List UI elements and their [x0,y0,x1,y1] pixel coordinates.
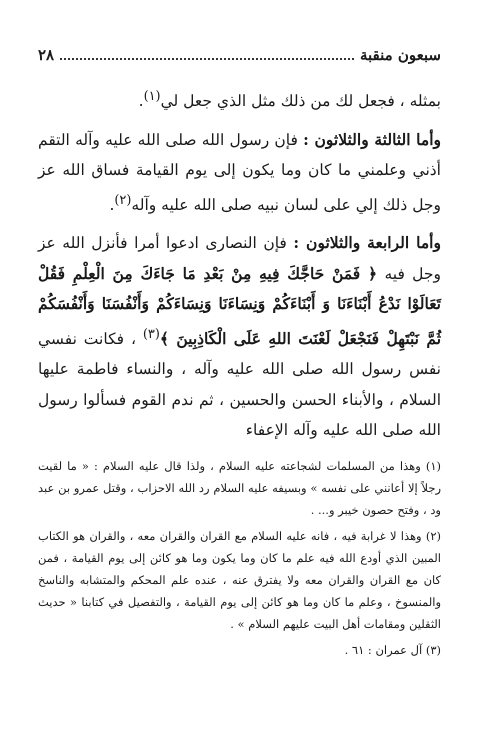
footnotes [38,455,441,665]
paragraph-34-heading: وأما الرابعة والثلاثون : [293,233,441,253]
footnote-ref-3: (٣) [142,326,160,342]
paragraph-1 [38,82,441,117]
page-number: ٢٨ [38,46,55,64]
main-text [38,82,441,454]
footnote-3: (٣) آل عمران : ٦١ . [344,643,441,657]
footnote-1: (١) وهذا من المسلمات لشجاعته عليه السلام ، ولذا قال عليه السلام : « ما لقيت رجلاً إلا أعانني على نفسه » وبسيفه عليه السلام رد الله الاحزاب ، وقتل عمرو بن عبد ود ، وفتح حصون خيبر و... . [38,459,441,517]
paragraph-33-text: فإن رسول الله صلى الله عليه وآله التقم أذني وعلمني ما كان وما يكون إلى يوم القيامة فساق الله عز وجل ذلك إلي على لسان نبيه صلى الله عليه وآله [38,130,441,214]
page-header [38,44,441,66]
running-title: سبعون منقبة [359,46,441,64]
paragraph-1-text: بمثله ، فجعل لك من ذلك مثل الذي جعل لي [160,92,441,111]
quran-verse: ﴿ فَمَنْ حَاجَّكَ فِيهِ مِنْ بَعْدِ مَا جَاءَكَ مِنَ الْعِلْمِ فَقُلْ تَعَالَوْا نَدْعُ أَبْنَاءَنَا وَ أَبْنَاءَكُمْ وَنِسَاءَنَا وَنِسَاءَكُمْ وَأَنْفُسَنَا وَأَنْفُسَكُمْ ثُمَّ نَبْتَهِلْ فَنَجْعَلْ لَعْنَتَ اللهِ عَلَى الْكَاذِبِينَ ﴾ [38,263,442,348]
footnote-ref-1: (١) [143,89,161,104]
footnote-2: (٢) وهذا لا غرابة فيه ، فانه عليه السلام مع القران والقران معه ، والقران هو الكتاب المبين الذي أودع الله فيه علم ما كان وما يكون وما هو كائن إلى يوم القيامة ، فمن كان مع القران والقران معه ولا يفترق عنه ، عنده علم المحكم والمتشابه والناسخ والمنسوخ ، وعلم ما كان وما هو كائن إلى يوم القيامة ، والتفصيل في كتابنا « حديث الثقلين ومقامات أهل البيت عليهم السلام » . [38,529,441,631]
header-dotted-rule [60,58,354,60]
paragraph-33-end: . [109,195,115,214]
paragraph-1-end: . [138,92,144,111]
paragraph-34-text-b: ، فكانت نفسي نفس رسول الله صلى الله عليه وآله ، والنساء فاطمة عليها السلام ، والأبناء الحسن والحسين ، ثم ندم القوم فسألوا رسول الله صلى الله عليه وآله الإعفاء [38,329,441,440]
paragraph-33-heading: وأما الثالثة والثلاثون : [303,129,441,149]
footnote-ref-2: (٢) [114,192,132,208]
paragraph-33 [38,125,441,221]
paragraph-34 [38,228,441,446]
paragraph-34-text-a: فإن النصارى ادعوا أمرا فأنزل الله عز وجل فيه [38,234,441,283]
